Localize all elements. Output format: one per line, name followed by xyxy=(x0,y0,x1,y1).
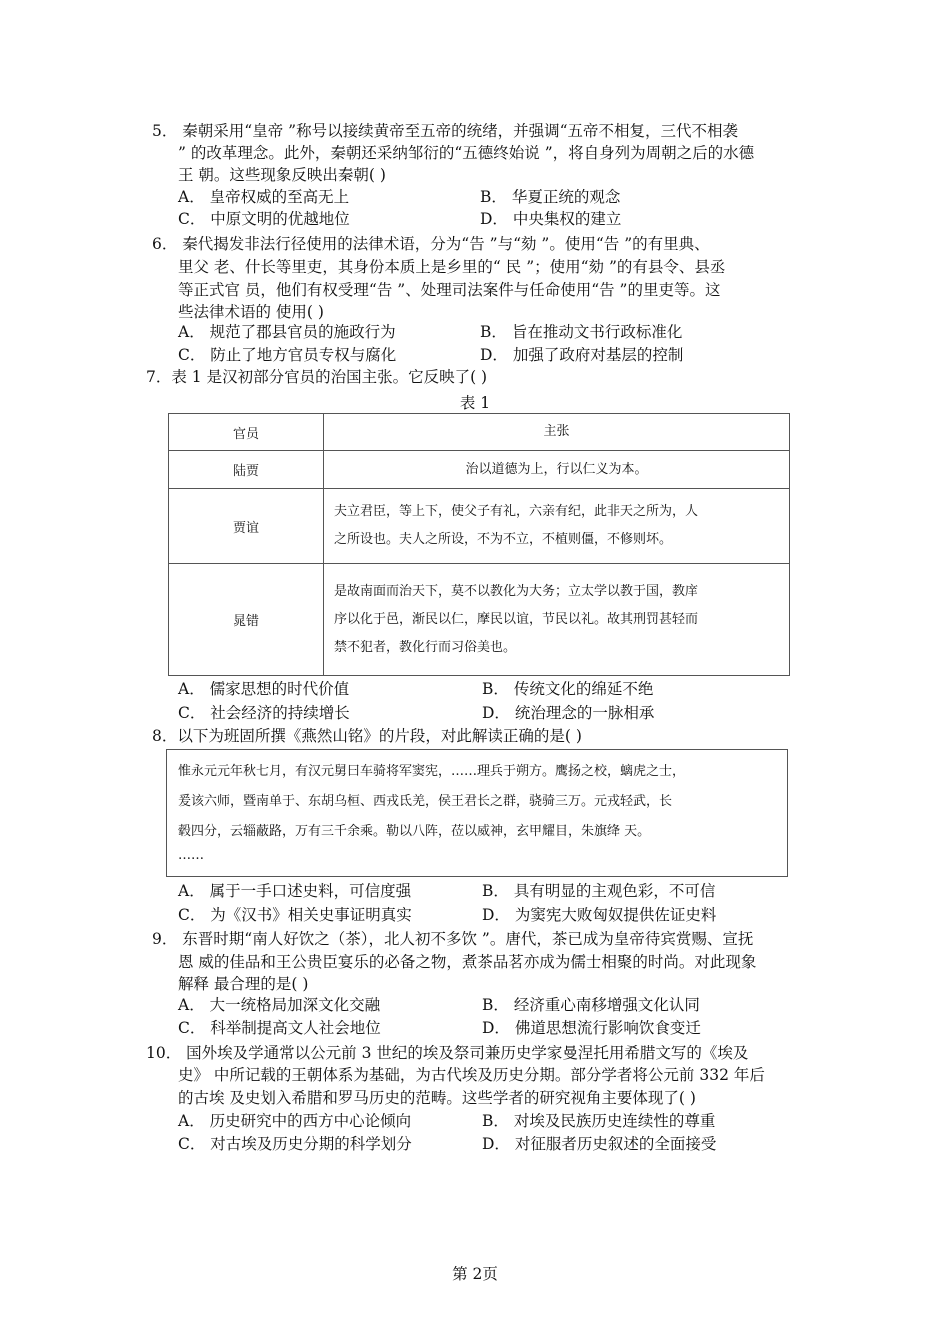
q7-option-d: D． 统治理念的一脉相承 xyxy=(482,704,655,722)
table-header-row xyxy=(169,414,790,451)
table-row xyxy=(169,564,790,676)
q10-option-c: C． 对古埃及历史分期的科学划分 xyxy=(178,1135,412,1153)
q9-option-d: D． 佛道思想流行影响饮食变迁 xyxy=(482,1019,701,1037)
quote-box xyxy=(166,749,788,877)
page-number: 第 2页 xyxy=(452,1265,498,1283)
proposal-line: 禁不犯者，教化行而习俗美也。 xyxy=(334,639,517,655)
q8-stem: 8．以下为班固所撰《燕然山铭》的片段，对此解读正确的是( ) xyxy=(152,727,582,745)
proposal-line: 之所设也。夫人之所设，不为不立，不植则僵，不修则坏。 xyxy=(334,532,673,547)
q5-option-b: B． 华夏正统的观念 xyxy=(480,188,621,206)
q7-option-c: C． 社会经济的持续增长 xyxy=(178,704,350,722)
table-cell-official: 贾谊 xyxy=(169,489,324,564)
table-caption: 表 1 xyxy=(459,394,491,412)
proposal-line: 是故南面而治天下，莫不以教化为大务；立太学以教于国，教庠 xyxy=(334,583,699,599)
quote-line: …… xyxy=(178,848,204,863)
q8-option-a: A． 属于一手口述史料，可信度强 xyxy=(178,882,412,900)
table-cell-official: 晁错 xyxy=(169,564,324,676)
q9-line-1: 9． 东晋时期“南人好饮之（茶），北人初不多饮 ”。唐代，茶已成为皇帝待宾赏赐、宣抚 xyxy=(152,930,754,948)
q6-line-4: 些法律术语的 使用( ) xyxy=(178,303,324,321)
quote-line: 惟永元元年秋七月，有汉元舅曰车骑将军窦宪，……理兵于朔方。鹰扬之校，螭虎之士， xyxy=(178,764,686,779)
q6-option-c: C． 防止了地方官员专权与腐化 xyxy=(178,346,397,364)
q9-option-c: C． 科举制提高文人社会地位 xyxy=(178,1019,381,1037)
q8-option-b: B． 具有明显的主观色彩，不可信 xyxy=(482,882,716,900)
table-row xyxy=(169,451,790,489)
q10-line-3: 的古埃 及史划入希腊和罗马历史的范畴。这些学者的研究视角主要体现了( ) xyxy=(178,1089,696,1107)
q10-line-1: 10． 国外埃及学通常以公元前 3 世纪的埃及祭司兼历史学家曼涅托用希腊文写的《埃及 xyxy=(146,1044,749,1062)
proposal-line: 序以化于邑，渐民以仁，摩民以谊，节民以礼。故其刑罚甚轻而 xyxy=(334,611,699,627)
q9-line-3: 解释 最合理的是( ) xyxy=(178,975,309,993)
q5-line-1: 5． 秦朝采用“皇帝 ”称号以接续黄帝至五帝的统绪，并强调“五帝不相复，三代不相袭 xyxy=(152,122,738,140)
table-1 xyxy=(168,413,790,676)
q7-option-b: B． 传统文化的绵延不绝 xyxy=(482,680,654,698)
q10-option-b: B． 对埃及民族历史连续性的尊重 xyxy=(482,1112,716,1130)
quote-line: 毂四分，云辎蔽路，万有三千余乘。勒以八阵，莅以威神，玄甲耀目，朱旗绛 天。 xyxy=(178,824,651,839)
quote-line: 爰该六师，暨南单于、东胡乌桓、西戎氐羌，侯王君长之群，骁骑三万。元戎轻武，长 xyxy=(178,794,673,809)
table-header-proposal: 主张 xyxy=(324,414,790,451)
q10-line-2: 史》 中所记载的王朝体系为基础，为古代埃及历史分期。部分学者将公元前 332 年后 xyxy=(178,1066,765,1084)
q5-option-d: D． 中央集权的建立 xyxy=(480,210,622,228)
q9-option-a: A． 大一统格局加深文化交融 xyxy=(178,996,381,1014)
q5-line-3: 王 朝。这些现象反映出秦朝( ) xyxy=(178,166,386,184)
table-row xyxy=(169,489,790,564)
proposal-line: 夫立君臣，等上下，使父子有礼，六亲有纪，此非天之所为，人 xyxy=(334,504,699,519)
q6-option-d: D． 加强了政府对基层的控制 xyxy=(480,346,684,364)
q10-option-d: D． 对征服者历史叙述的全面接受 xyxy=(482,1135,717,1153)
q6-option-b: B． 旨在推动文书行政标准化 xyxy=(480,323,683,341)
table-cell-official: 陆贾 xyxy=(169,451,324,489)
q8-option-d: D． 为窦宪大败匈奴提供佐证史料 xyxy=(482,906,717,924)
table-cell-proposal xyxy=(324,489,790,564)
q5-line-2: ” 的改革理念。此外，秦朝还采纳邹衍的“五德终始说 ”，将自身列为周朝之后的水德 xyxy=(178,144,755,162)
q9-line-2: 恩 威的佳品和王公贵臣宴乐的必备之物，煮茶品茗亦成为儒士相聚的时尚。对此现象 xyxy=(178,953,757,971)
q6-line-2: 里父 老、什长等里吏，其身份本质上是乡里的“ 民 ”；使用“劾 ”的有县令、县丞 xyxy=(178,258,726,276)
q6-option-a: A． 规范了郡县官员的施政行为 xyxy=(178,323,396,341)
q7-stem: 7．表 1 是汉初部分官员的治国主张。它反映了( ) xyxy=(146,368,488,386)
q7-option-a: A． 儒家思想的时代价值 xyxy=(178,680,350,698)
q5-option-c: C． 中原文明的优越地位 xyxy=(178,210,350,228)
table-cell-proposal: 治以道德为上，行以仁义为本。 xyxy=(324,451,790,489)
q5-option-a: A． 皇帝权威的至高无上 xyxy=(178,188,350,206)
q8-option-c: C． 为《汉书》相关史事证明真实 xyxy=(178,906,412,924)
table-header-official: 官员 xyxy=(169,414,324,451)
q6-line-1: 6． 秦代揭发非法行径使用的法律术语，分为“告 ”与“劾 ”。使用“告 ”的有里典、 xyxy=(152,235,710,253)
q6-line-3: 等正式官 员，他们有权受理“告 ”、处理司法案件与任命使用“告 ”的里吏等。这 xyxy=(178,281,721,299)
table-cell-proposal xyxy=(324,564,790,676)
q10-option-a: A． 历史研究中的西方中心论倾向 xyxy=(178,1112,412,1130)
q9-option-b: B． 经济重心南移增强文化认同 xyxy=(482,996,700,1014)
